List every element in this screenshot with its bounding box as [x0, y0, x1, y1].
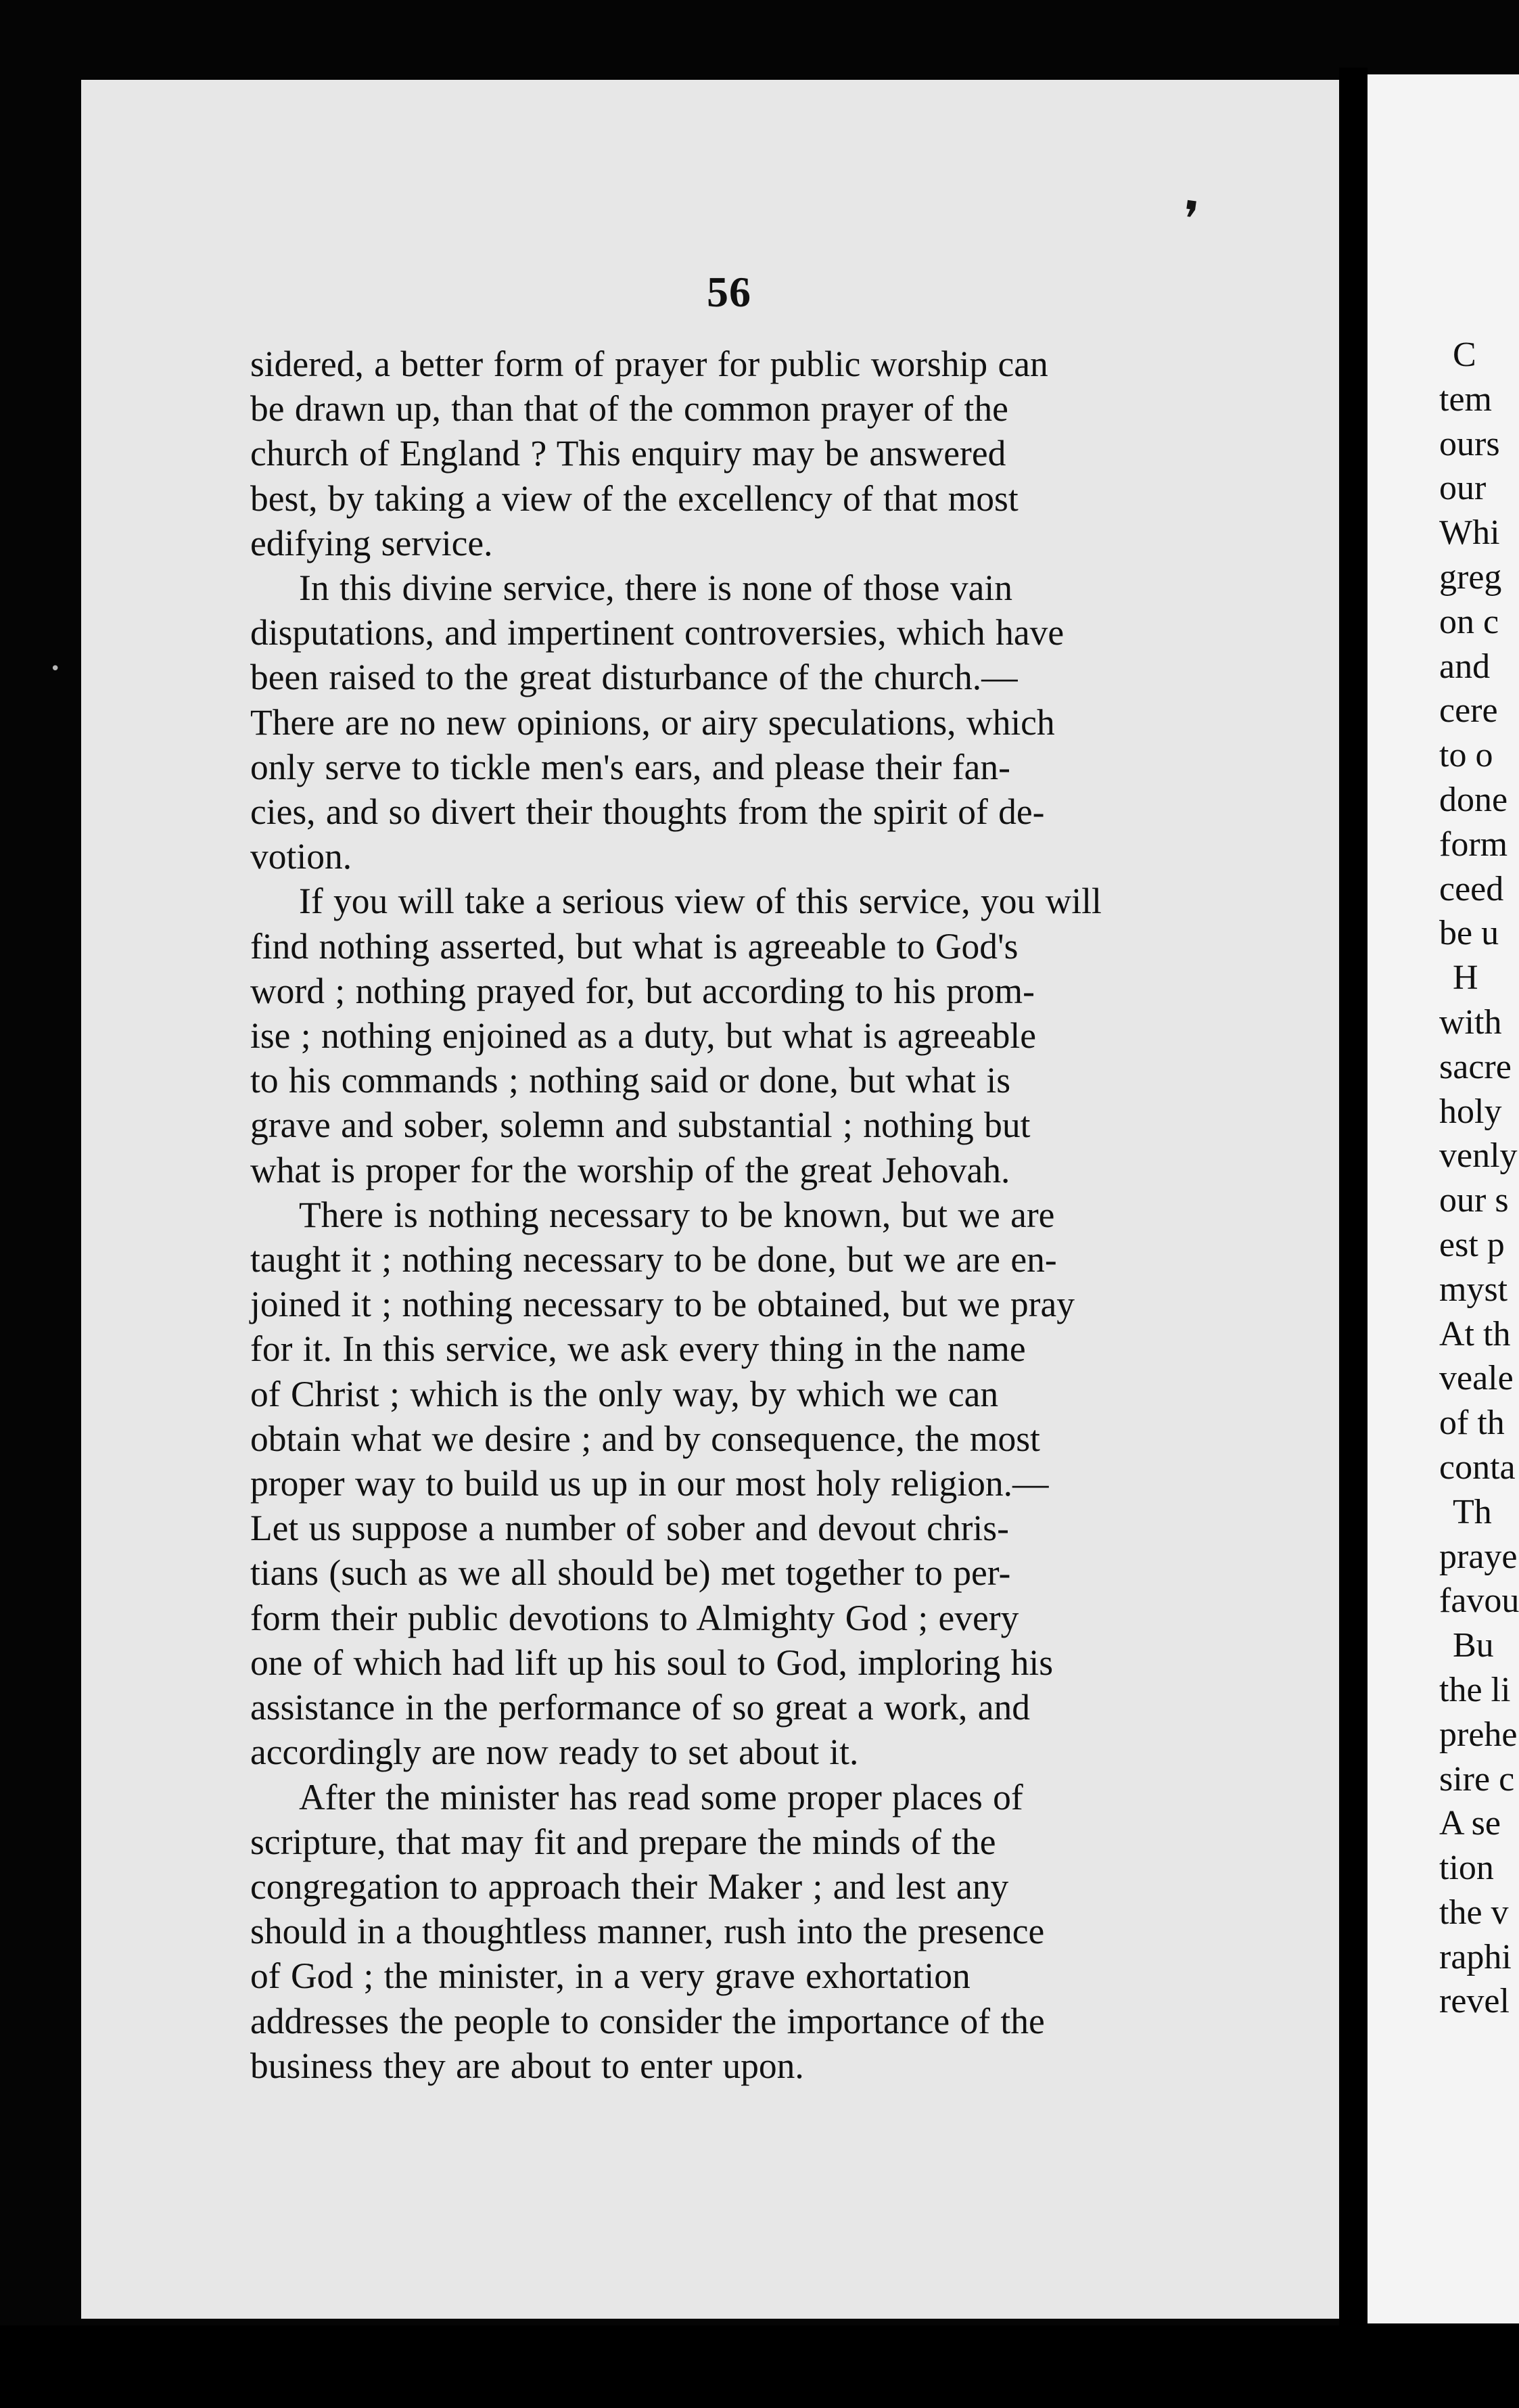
right-text-fragment: H: [1453, 958, 1478, 998]
text-line: to his commands ; nothing said or done, but what is: [250, 1060, 1011, 1101]
text-line: of God ; the minister, in a very grave exhortation: [250, 1955, 971, 1997]
text-line: find nothing asserted, but what is agreeable to God's: [250, 925, 1019, 967]
right-text-fragment: Bu: [1453, 1626, 1494, 1665]
text-line: assistance in the performance of so great a work, and: [250, 1687, 1030, 1728]
text-line: only serve to tickle men's ears, and please their fan-: [250, 746, 1010, 787]
right-text-fragment: ours: [1439, 424, 1500, 463]
right-text-fragment: A se: [1439, 1804, 1501, 1843]
page-number: 56: [707, 268, 751, 316]
text-line: cies, and so divert their thoughts from the spirit of de-: [250, 791, 1045, 833]
text-line: word ; nothing prayed for, but according to his prom-: [250, 970, 1035, 1011]
right-text-fragment: sacre: [1439, 1047, 1512, 1086]
text-line: scripture, that may fit and prepare the minds of the: [250, 1821, 996, 1862]
right-text-fragment: favou: [1439, 1581, 1519, 1621]
right-text-fragment: with: [1439, 1002, 1502, 1042]
right-text-fragment: At th: [1439, 1314, 1511, 1353]
right-text-fragment: our: [1439, 469, 1487, 508]
text-line: disputations, and impertinent controversies, which have: [250, 612, 1065, 653]
book-gutter: [1339, 68, 1368, 2340]
text-line: should in a thoughtless manner, rush into the presence: [250, 1911, 1045, 1952]
right-text-fragment: raphi: [1439, 1937, 1512, 1976]
ink-mark: ❜: [1178, 189, 1202, 249]
text-line: grave and sober, solemn and substantial ; nothing but: [250, 1105, 1031, 1146]
text-line: accordingly are now ready to set about it.: [250, 1732, 859, 1773]
right-text-fragment: greg: [1439, 557, 1502, 597]
right-page-cropped-text: [1439, 333, 1519, 2024]
right-text-fragment: the v: [1439, 1893, 1509, 1932]
text-line: be drawn up, than that of the common prayer of the: [250, 388, 1008, 430]
text-line: addresses the people to consider the importance of the: [250, 2000, 1045, 2041]
scan-bottom-edge: [0, 2325, 1519, 2408]
right-text-fragment: conta: [1439, 1448, 1516, 1487]
right-text-fragment: veale: [1439, 1359, 1514, 1398]
right-text-fragment: venly: [1439, 1136, 1518, 1176]
text-line: sidered, a better form of prayer for public worship can: [250, 344, 1048, 384]
right-text-fragment: tem: [1439, 379, 1492, 419]
right-text-fragment: to o: [1439, 736, 1493, 775]
text-line: If you will take a serious view of this service, you will: [299, 881, 1102, 922]
text-line: obtain what we desire ; and by consequence, the most: [250, 1418, 1040, 1459]
text-line: best, by taking a view of the excellency of that most: [250, 478, 1019, 519]
text-line: church of England ? This enquiry may be answered: [250, 433, 1006, 474]
right-text-fragment: form: [1439, 825, 1508, 864]
text-line: edifying service.: [250, 522, 493, 563]
text-line: ise ; nothing enjoined as a duty, but what is agreeable: [250, 1015, 1037, 1057]
right-text-fragment: prehe: [1439, 1715, 1518, 1754]
right-text-fragment: Whi: [1439, 513, 1500, 553]
text-line: There are no new opinions, or airy speculations, which: [250, 701, 1055, 743]
right-text-fragment: our s: [1439, 1181, 1509, 1220]
right-text-fragment: sire c: [1439, 1759, 1515, 1799]
text-line: There is nothing necessary to be known, but we are: [299, 1194, 1055, 1235]
right-text-fragment: of th: [1439, 1404, 1505, 1443]
right-text-fragment: and: [1439, 647, 1491, 686]
text-line: one of which had lift up his soul to God, imploring his: [250, 1642, 1054, 1683]
right-text-fragment: cere: [1439, 691, 1498, 731]
text-line: what is proper for the worship of the great Jehovah.: [250, 1149, 1010, 1190]
right-text-fragment: C: [1453, 335, 1476, 374]
text-line: taught it ; nothing necessary to be done, but we are en-: [250, 1239, 1057, 1280]
right-text-fragment: revel: [1439, 1982, 1510, 2021]
right-text-fragment: be u: [1439, 914, 1499, 953]
text-line: After the minister has read some proper places of: [299, 1776, 1023, 1817]
text-line: votion.: [250, 836, 352, 877]
right-text-fragment: done: [1439, 780, 1508, 819]
text-line: been raised to the great disturbance of the church.—: [250, 657, 1018, 698]
text-line: for it. In this service, we ask every thing in the name: [250, 1328, 1026, 1370]
right-text-fragment: Th: [1453, 1492, 1492, 1531]
margin-speck: •: [50, 659, 61, 679]
right-text-fragment: myst: [1439, 1270, 1508, 1309]
right-text-fragment: est p: [1439, 1225, 1505, 1264]
text-line: In this divine service, there is none of those vain: [299, 568, 1013, 609]
text-line: joined it ; nothing necessary to be obtained, but we pray: [250, 1284, 1075, 1325]
text-line: of Christ ; which is the only way, by which we can: [250, 1373, 999, 1414]
left-page-body-text: [250, 342, 1265, 2088]
right-text-fragment: tion: [1439, 1849, 1494, 1888]
right-text-fragment: the li: [1439, 1670, 1511, 1709]
text-line: business they are about to enter upon.: [250, 2045, 804, 2086]
text-line: congregation to approach their Maker ; and lest any: [250, 1866, 1009, 1907]
text-line: tians (such as we all should be) met together to per-: [250, 1552, 1011, 1594]
text-line: Let us suppose a number of sober and devout chris-: [250, 1508, 1009, 1549]
right-text-fragment: praye: [1439, 1537, 1518, 1576]
right-text-fragment: holy: [1439, 1092, 1502, 1131]
text-line: form their public devotions to Almighty God ; every: [250, 1597, 1019, 1638]
right-text-fragment: ceed: [1439, 869, 1504, 908]
right-text-fragment: on c: [1439, 602, 1499, 641]
text-line: proper way to build us up in our most holy religion.—: [250, 1463, 1049, 1504]
